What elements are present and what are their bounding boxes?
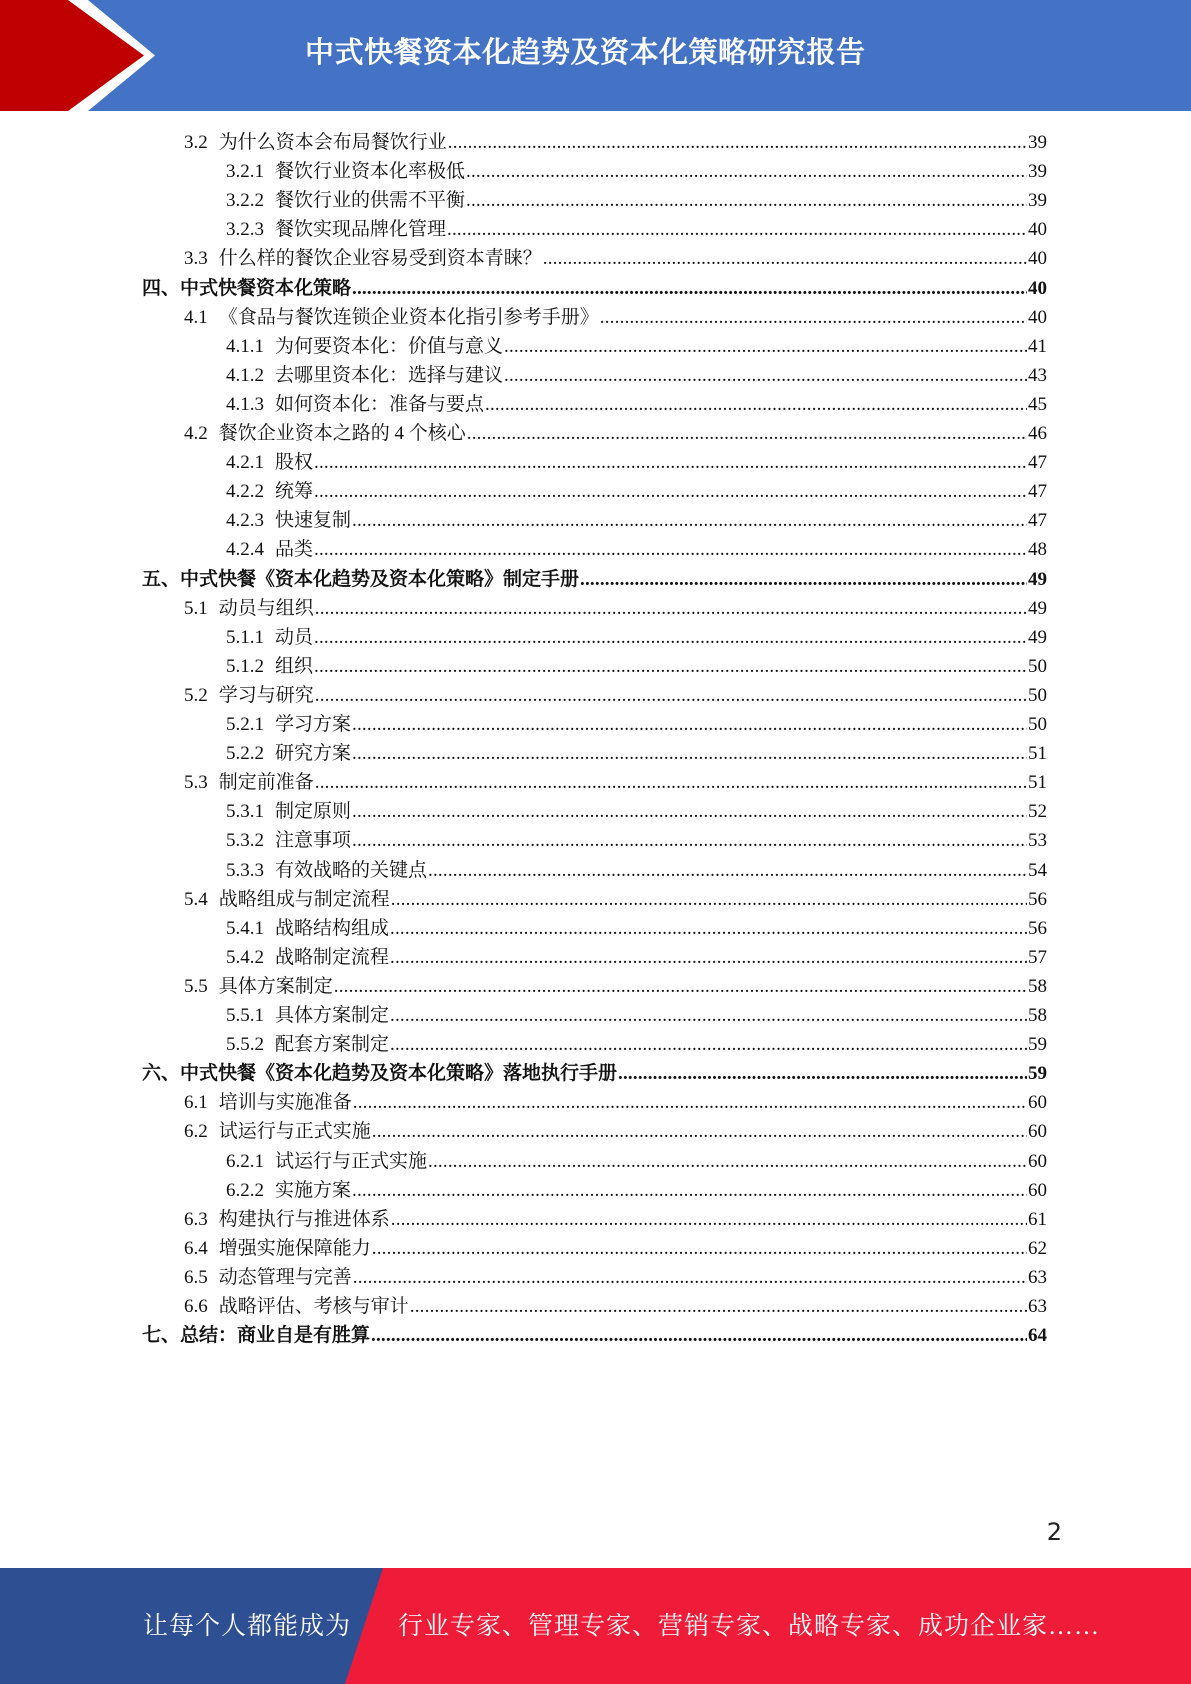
toc-entry-number: 3.2.2 — [226, 190, 264, 212]
toc-entry-page: 58 — [1028, 1005, 1047, 1026]
toc-entry-title: 动员 — [275, 626, 314, 648]
toc-entry[interactable] — [226, 738, 1047, 769]
toc-entry-title: 构建执行与推进体系 — [218, 1208, 390, 1230]
toc-entry[interactable] — [184, 971, 1047, 1002]
toc-dot-leader — [618, 1058, 1027, 1089]
toc-entry-page: 47 — [1028, 481, 1047, 503]
toc-entry[interactable] — [184, 1233, 1047, 1264]
toc-entry-number: 5.2.1 — [226, 714, 264, 735]
toc-dot-leader — [390, 1000, 1027, 1031]
toc-entry[interactable] — [184, 1116, 1047, 1147]
toc-entry-number: 3.2.1 — [226, 161, 264, 183]
toc-entry-page: 56 — [1028, 888, 1047, 910]
toc-entry-page: 39 — [1028, 161, 1047, 183]
toc-entry-number: 4.1.1 — [226, 335, 264, 357]
toc-dot-leader — [352, 505, 1027, 536]
toc-dot-leader — [372, 1116, 1027, 1147]
toc-entry-number: 6.2 — [184, 1121, 208, 1143]
toc-dot-leader — [504, 360, 1027, 391]
toc-entry-page: 63 — [1028, 1266, 1047, 1288]
toc-entry-page: 56 — [1028, 917, 1047, 939]
toc-entry[interactable] — [184, 1087, 1047, 1118]
toc-dot-leader — [315, 593, 1027, 624]
toc-dot-leader — [390, 942, 1027, 973]
toc-entry[interactable] — [226, 913, 1047, 944]
toc-entry-number: 5.3.3 — [226, 859, 264, 881]
toc-entry-page: 60 — [1028, 1121, 1047, 1143]
toc-entry[interactable] — [226, 360, 1047, 391]
toc-entry-title: 学习方案 — [275, 714, 352, 735]
toc-entry-number: 6.3 — [184, 1208, 208, 1230]
page-header — [0, 0, 1191, 111]
toc-entry-page: 41 — [1028, 335, 1047, 357]
toc-entry-title: 六、中式快餐《资本化趋势及资本化策略》落地执行手册 — [142, 1063, 618, 1085]
toc-entry-page: 60 — [1028, 1179, 1047, 1201]
toc-entry-title: 实施方案 — [275, 1179, 352, 1201]
toc-entry-page: 47 — [1028, 510, 1047, 532]
toc-entry-number: 5.1 — [184, 597, 208, 619]
toc-entry-number: 5.1.1 — [226, 626, 264, 648]
toc-entry-number: 3.2.3 — [226, 219, 264, 241]
toc-entry-number: 4.2 — [184, 423, 208, 444]
toc-dot-leader — [467, 418, 1027, 449]
toc-entry-title: 品类 — [275, 539, 314, 561]
toc-entry-page: 48 — [1028, 539, 1047, 561]
toc-entry-title: 四、中式快餐资本化策略 — [142, 277, 352, 299]
toc-entry[interactable] — [184, 127, 1047, 158]
toc-entry-page: 63 — [1028, 1296, 1047, 1317]
toc-entry-number: 5.5 — [184, 975, 208, 997]
toc-entry-page: 59 — [1028, 1034, 1047, 1056]
toc-entry-page: 62 — [1028, 1237, 1047, 1259]
toc-entry-number: 5.4.1 — [226, 917, 264, 939]
toc-entry-page: 50 — [1028, 684, 1047, 706]
toc-entry-title: 具体方案制定 — [218, 975, 333, 997]
footer-slogan-left: 让每个人都能成为 — [143, 1613, 352, 1640]
toc-entry[interactable] — [226, 156, 1047, 187]
toc-entry-page: 53 — [1028, 830, 1047, 852]
toc-entry[interactable] — [226, 505, 1047, 536]
toc-dot-leader — [410, 1291, 1027, 1322]
toc-dot-leader — [314, 534, 1027, 565]
toc-entry-title: 配套方案制定 — [275, 1034, 390, 1056]
toc-entry-page: 50 — [1028, 714, 1047, 735]
page-footer — [0, 1568, 1191, 1684]
toc-entry-page: 39 — [1028, 190, 1047, 212]
toc-entry-number: 4.2.3 — [226, 510, 264, 532]
toc-dot-leader — [448, 127, 1027, 158]
toc-entry-page: 40 — [1028, 306, 1047, 328]
toc-dot-leader — [485, 389, 1027, 420]
toc-entry-page: 54 — [1028, 859, 1047, 881]
toc-entry[interactable] — [184, 243, 1047, 274]
header-chevron-icon — [0, 0, 144, 111]
toc-entry[interactable] — [226, 1146, 1047, 1177]
toc-entry-page: 49 — [1028, 597, 1047, 619]
toc-entry[interactable] — [184, 884, 1047, 915]
toc-entry-number: 3.2 — [184, 132, 208, 153]
toc-entry[interactable] — [226, 825, 1047, 856]
toc-entry-page: 46 — [1028, 423, 1047, 444]
toc-entry-title: 动态管理与完善 — [218, 1266, 352, 1288]
toc-dot-leader — [315, 767, 1027, 798]
toc-dot-leader — [352, 709, 1027, 740]
toc-dot-leader — [390, 1029, 1027, 1060]
toc-entry-number: 4.1.2 — [226, 364, 264, 386]
toc-dot-leader — [372, 1233, 1027, 1264]
toc-entry[interactable] — [184, 302, 1047, 333]
toc-entry[interactable] — [226, 1029, 1047, 1060]
toc-entry-page: 40 — [1028, 248, 1047, 270]
toc-entry-page: 45 — [1028, 393, 1047, 415]
toc-entry-page: 64 — [1028, 1325, 1047, 1347]
toc-entry-page: 61 — [1028, 1208, 1047, 1230]
toc-entry[interactable] — [184, 593, 1047, 624]
toc-entry-number: 4.1.3 — [226, 393, 264, 415]
toc-entry-title: 去哪里资本化：选择与建议 — [275, 364, 504, 386]
toc-dot-leader — [334, 971, 1027, 1002]
toc-entry-title: 战略评估、考核与审计 — [218, 1296, 409, 1317]
toc-dot-leader — [314, 651, 1027, 682]
toc-entry-title: 试运行与正式实施 — [275, 1150, 428, 1172]
toc-entry-title: 战略结构组成 — [275, 917, 390, 939]
toc-entry-number: 5.3 — [184, 772, 208, 794]
toc-entry-title: 学习与研究 — [218, 684, 314, 706]
page-number: 2 — [1046, 1518, 1062, 1546]
toc-entry[interactable] — [142, 1058, 1047, 1089]
toc-entry-number: 6.2.2 — [226, 1179, 264, 1201]
toc-dot-leader — [391, 884, 1027, 915]
toc-entry[interactable] — [184, 1291, 1047, 1322]
toc-entry-page: 52 — [1028, 801, 1047, 823]
toc-entry-title: 增强实施保障能力 — [218, 1237, 371, 1259]
toc-dot-leader — [314, 476, 1027, 507]
toc-entry-title: 快速复制 — [275, 510, 352, 532]
toc-dot-leader — [352, 273, 1027, 304]
toc-entry-title: 股权 — [275, 452, 314, 474]
toc-entry-title: 餐饮企业资本之路的 4 个核心 — [218, 423, 466, 444]
toc-entry-title: 统筹 — [275, 481, 314, 503]
toc-dot-leader — [580, 564, 1027, 595]
toc-entry-page: 59 — [1028, 1063, 1047, 1085]
toc-entry-page: 39 — [1028, 132, 1047, 153]
toc-dot-leader — [352, 738, 1027, 769]
toc-entry[interactable] — [226, 331, 1047, 362]
toc-entry-page: 40 — [1028, 219, 1047, 241]
toc-entry-title: 如何资本化：准备与要点 — [275, 393, 485, 415]
toc-dot-leader — [371, 1320, 1027, 1351]
toc-entry-page: 40 — [1028, 277, 1047, 299]
toc-entry-number: 4.2.1 — [226, 452, 264, 474]
toc-entry-title: 试运行与正式实施 — [218, 1121, 371, 1143]
toc-entry[interactable] — [142, 273, 1047, 304]
toc-dot-leader — [353, 1087, 1027, 1118]
toc-entry[interactable] — [226, 534, 1047, 565]
toc-dot-leader — [390, 913, 1027, 944]
toc-dot-leader — [600, 302, 1027, 333]
toc-entry-title: 七、总结：商业自是有胜算 — [142, 1325, 371, 1347]
footer-slogan-right: 行业专家、管理专家、营销专家、战略专家、成功企业家…… — [398, 1613, 1101, 1640]
toc-dot-leader — [352, 796, 1027, 827]
toc-entry-page: 60 — [1028, 1092, 1047, 1114]
toc-entry[interactable] — [226, 651, 1047, 682]
toc-entry-number: 5.3.2 — [226, 830, 264, 852]
toc-entry[interactable] — [226, 709, 1047, 740]
toc-entry[interactable] — [142, 1320, 1047, 1351]
toc-entry[interactable] — [142, 564, 1047, 595]
toc-entry-number: 3.3 — [184, 248, 208, 270]
toc-entry[interactable] — [226, 447, 1047, 478]
toc-entry[interactable] — [226, 796, 1047, 827]
toc-dot-leader — [315, 680, 1027, 711]
toc-dot-leader — [504, 331, 1027, 362]
toc-entry-number: 5.4.2 — [226, 946, 264, 968]
toc-entry[interactable] — [184, 1204, 1047, 1235]
toc-entry-page: 51 — [1028, 743, 1047, 765]
toc-entry-title: 战略制定流程 — [275, 946, 390, 968]
toc-entry-number: 4.2.2 — [226, 481, 264, 503]
toc-entry[interactable] — [226, 622, 1047, 653]
toc-entry[interactable] — [226, 476, 1047, 507]
toc-entry-number: 6.2.1 — [226, 1150, 264, 1172]
toc-entry-number: 6.5 — [184, 1266, 208, 1288]
toc-entry-title: 餐饮行业资本化率极低 — [275, 161, 466, 183]
toc-entry-page: 50 — [1028, 655, 1047, 677]
toc-entry[interactable] — [226, 1175, 1047, 1206]
toc-entry-title: 战略组成与制定流程 — [218, 888, 390, 910]
toc-entry-number: 5.5.1 — [226, 1005, 264, 1026]
toc-entry-number: 5.2.2 — [226, 743, 264, 765]
toc-entry-title: 《食品与餐饮连锁企业资本化指引参考手册》 — [218, 306, 599, 328]
toc-entry-page: 57 — [1028, 946, 1047, 968]
toc-entry-number: 6.1 — [184, 1092, 208, 1114]
toc-entry-title: 什么样的餐饮企业容易受到资本青睐？ — [218, 248, 542, 270]
toc-entry-title: 餐饮行业的供需不平衡 — [275, 190, 466, 212]
toc-entry-number: 5.5.2 — [226, 1034, 264, 1056]
toc-entry-title: 研究方案 — [275, 743, 352, 765]
toc-dot-leader — [466, 185, 1027, 216]
toc-entry-title: 为何要资本化：价值与意义 — [275, 335, 504, 357]
toc-entry-number: 6.4 — [184, 1237, 208, 1259]
toc-dot-leader — [447, 214, 1027, 245]
toc-entry-number: 5.2 — [184, 684, 208, 706]
toc-dot-leader — [428, 1146, 1027, 1177]
toc-dot-leader — [353, 1262, 1027, 1293]
toc-entry[interactable] — [226, 214, 1047, 245]
toc-entry-page: 60 — [1028, 1150, 1047, 1172]
toc-entry-title: 有效战略的关键点 — [275, 859, 428, 881]
toc-entry-page: 47 — [1028, 452, 1047, 474]
toc-entry-number: 5.3.1 — [226, 801, 264, 823]
toc-entry-title: 餐饮实现品牌化管理 — [275, 219, 447, 241]
toc-dot-leader — [428, 855, 1027, 886]
toc-entry-title: 动员与组织 — [218, 597, 314, 619]
toc-entry-number: 6.6 — [184, 1296, 208, 1317]
toc-entry-title: 五、中式快餐《资本化趋势及资本化策略》制定手册 — [142, 568, 580, 590]
report-title: 中式快餐资本化趋势及资本化策略研究报告 — [305, 35, 866, 69]
toc-dot-leader — [352, 825, 1027, 856]
toc-entry-page: 58 — [1028, 975, 1047, 997]
toc-dot-leader — [314, 447, 1027, 478]
toc-entry[interactable] — [226, 185, 1047, 216]
toc-entry-title: 注意事项 — [275, 830, 352, 852]
toc-dot-leader — [391, 1204, 1027, 1235]
toc-entry[interactable] — [226, 942, 1047, 973]
toc-entry[interactable] — [226, 1000, 1047, 1031]
toc-entry-number: 4.1 — [184, 306, 208, 328]
toc-dot-leader — [466, 156, 1027, 187]
toc-entry-page: 49 — [1028, 568, 1047, 590]
toc-entry[interactable] — [226, 389, 1047, 420]
toc-entry-title: 制定前准备 — [218, 772, 314, 794]
toc-entry[interactable] — [184, 680, 1047, 711]
toc-entry-page: 43 — [1028, 364, 1047, 386]
toc-entry-title: 制定原则 — [275, 801, 352, 823]
toc-entry-number: 5.4 — [184, 888, 208, 910]
toc-entry-number: 4.2.4 — [226, 539, 264, 561]
toc-entry-title: 组织 — [275, 655, 314, 677]
toc-entry-title: 培训与实施准备 — [218, 1092, 352, 1114]
toc-dot-leader — [543, 243, 1027, 274]
toc-entry-title: 为什么资本会布局餐饮行业 — [218, 132, 447, 153]
toc-entry[interactable] — [226, 855, 1047, 886]
toc-entry[interactable] — [184, 418, 1047, 449]
toc-dot-leader — [314, 622, 1027, 653]
toc-entry-page: 51 — [1028, 772, 1047, 794]
toc-entry-page: 49 — [1028, 626, 1047, 648]
toc-entry-title: 具体方案制定 — [275, 1005, 390, 1026]
toc-dot-leader — [352, 1175, 1027, 1206]
toc-entry[interactable] — [184, 767, 1047, 798]
toc-entry[interactable] — [184, 1262, 1047, 1293]
toc-entry-number: 5.1.2 — [226, 655, 264, 677]
